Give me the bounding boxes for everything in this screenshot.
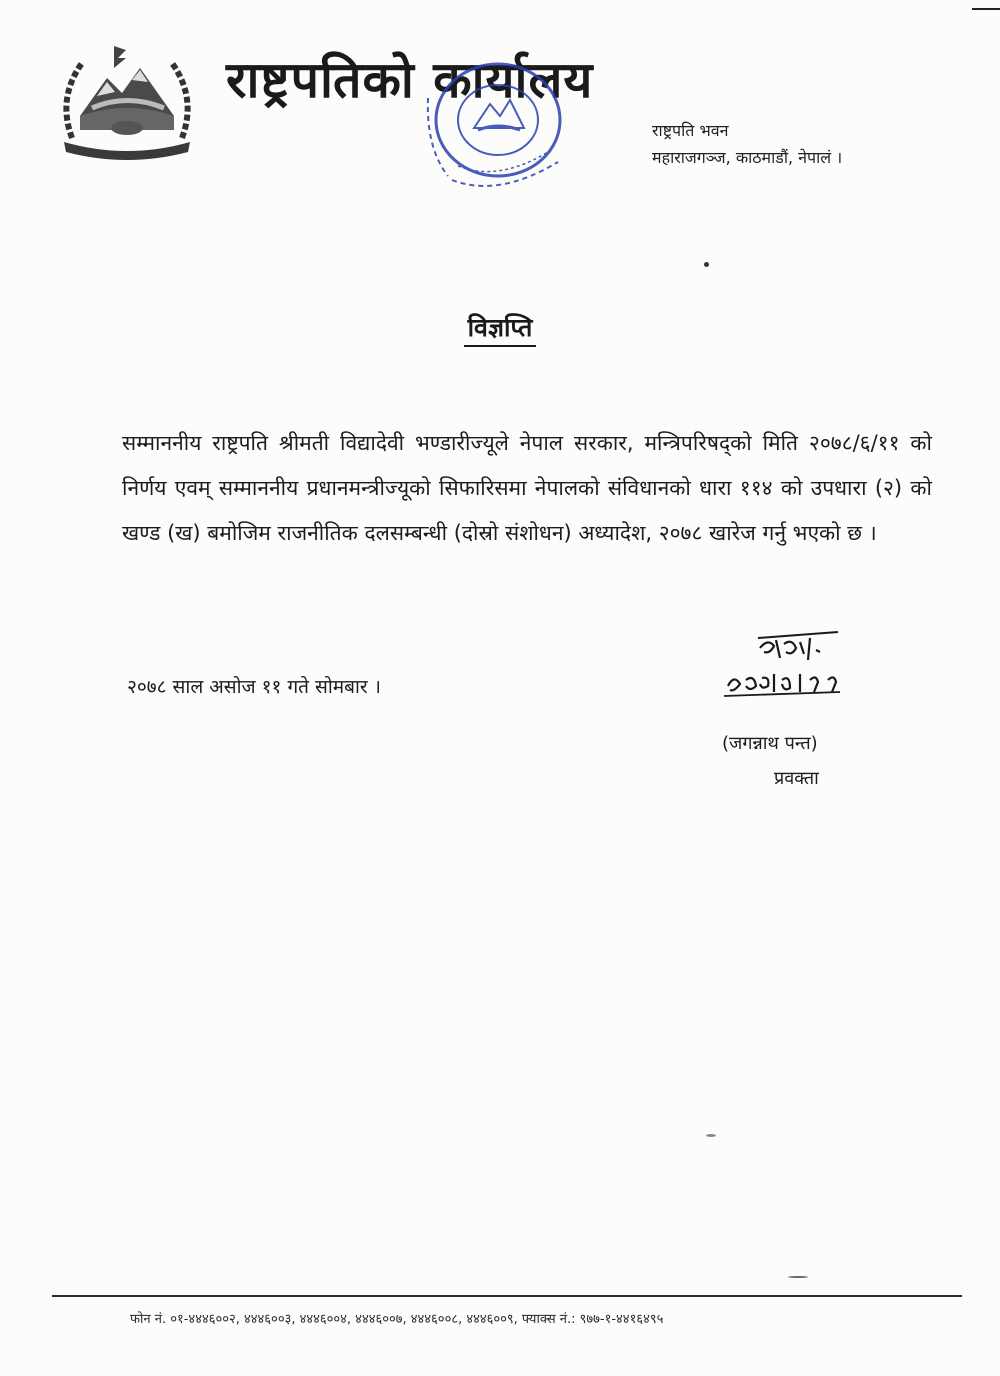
scan-speck: [704, 262, 709, 267]
footer-contact-info: फोन नं. ०१-४४४६००२, ४४४६००३, ४४४६००४, ४४४६००७, ४४४६००८, ४४४६००९, फ्याक्स नं.: ९७७-१-४४१६४९५: [130, 1312, 664, 1327]
notice-heading-text: विज्ञप्ति: [464, 313, 537, 347]
scan-speck: [706, 1134, 716, 1137]
footer-divider: [52, 1295, 962, 1297]
address-line-2: महाराजगञ्ज, काठमाडौं, नेपालं ।: [652, 148, 843, 167]
office-title: राष्ट्रपतिको कार्यालय: [226, 51, 594, 109]
notice-paragraph: सम्माननीय राष्ट्रपति श्रीमती विद्यादेवी भण्डारीज्यूले नेपाल सरकार, मन्त्रिपरिषद्को मिति २०७८/६/११ को निर्णय एवम् सम्माननीय प्रधानमन्त्रीज्यूको सिफारिसमा नेपालको संविधानको धारा ११४ को उपधारा (२) को खण्ड (ख) बमोजिम राजनीतिक दलसम्बन्धी (दोस्रो संशोधन) अध्यादेश, २०७८ खारेज गर्नु भएको छ ।: [122, 431, 932, 545]
notice-body: [122, 421, 932, 556]
office-address: [652, 117, 842, 171]
address-line-1: राष्ट्रपति भवन: [652, 121, 729, 140]
notice-date: २०७८ साल असोज ११ गते सोमबार ।: [127, 676, 381, 698]
signer-title: प्रवक्ता: [774, 768, 819, 789]
scan-edge-mark: [972, 8, 1000, 10]
handwritten-signature-icon: [720, 630, 880, 700]
signer-name: (जगन्नाथ पन्त): [722, 733, 818, 754]
notice-heading: [0, 310, 1000, 344]
nepal-emblem-icon: [52, 38, 202, 163]
scan-speck: [788, 1276, 808, 1278]
office-seal-stamp-icon: [408, 58, 578, 198]
